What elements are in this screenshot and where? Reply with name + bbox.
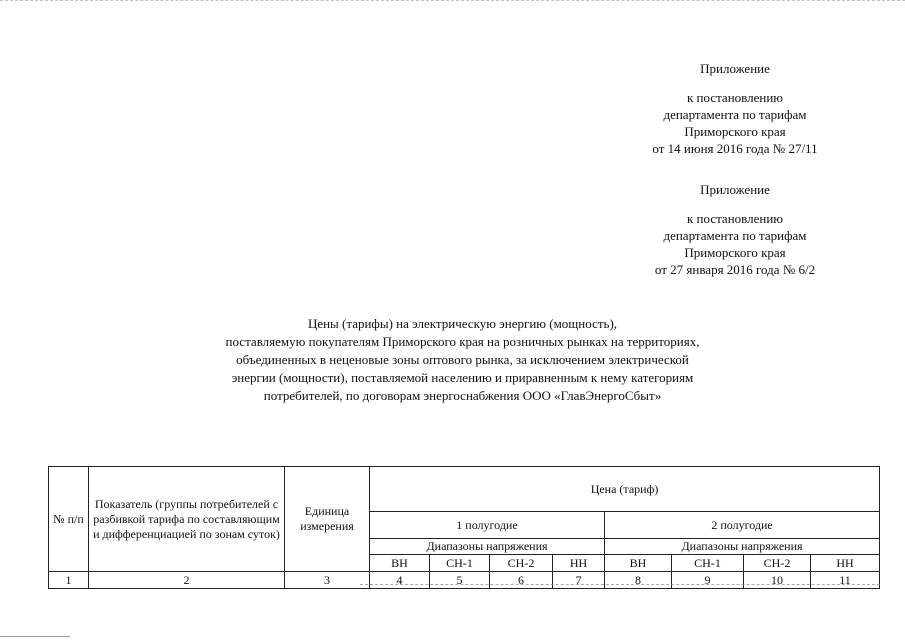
title-line: объединенных в неценовые зоны оптового рынка, за исключением электрической — [236, 352, 689, 367]
column-index: 4 — [370, 572, 430, 589]
voltage-sn1: СН-1 — [672, 555, 744, 572]
column-index: 10 — [744, 572, 811, 589]
title-line: энергии (мощности), поставляемой населению и приравненным к нему категориям — [231, 370, 694, 385]
column-index: 9 — [672, 572, 744, 589]
column-index: 8 — [605, 572, 672, 589]
column-index: 3 — [285, 572, 370, 589]
scan-edge-bottom — [0, 636, 70, 638]
column-index: 7 — [553, 572, 605, 589]
document-title — [140, 315, 785, 405]
appendix-heading: Приложение — [700, 61, 770, 76]
title-line: Цены (тарифы) на электрическую энергию (мощность), — [307, 316, 618, 331]
column-index: 1 — [49, 572, 89, 589]
scan-edge-top — [0, 0, 905, 4]
voltage-sn2: СН-2 — [744, 555, 811, 572]
title-line: поставляемую покупателям Приморского края на розничных рынках на территориях, — [225, 334, 700, 349]
voltage-nn: НН — [811, 555, 880, 572]
header-indicator: Показатель (группы потребителей с разбивкой тарифа по составляющим и дифференциацией по зонам суток) — [89, 467, 285, 572]
appendix-original — [610, 181, 860, 278]
header-half-1: 1 полугодие — [370, 512, 605, 539]
appendix-date-number: от 14 июня 2016 года № 27/11 — [652, 141, 818, 156]
header-unit: Единица измерения — [285, 467, 370, 572]
appendix-current — [610, 60, 860, 157]
header-number: № п/п — [49, 467, 89, 572]
appendix-line: к постановлению — [686, 211, 784, 226]
appendix-line: департамента по тарифам — [663, 107, 807, 122]
tariff-table — [48, 466, 880, 589]
voltage-nn: НН — [553, 555, 605, 572]
appendix-line: Приморского края — [684, 124, 786, 139]
voltage-vn: ВН — [605, 555, 672, 572]
header-half-2: 2 полугодие — [605, 512, 880, 539]
scan-dashed-line — [360, 584, 880, 586]
header-voltage-ranges: Диапазоны напряжения — [605, 539, 880, 555]
voltage-sn1: СН-1 — [430, 555, 490, 572]
appendix-heading: Приложение — [700, 182, 770, 197]
appendix-date-number: от 27 января 2016 года № 6/2 — [654, 262, 816, 277]
voltage-sn2: СН-2 — [490, 555, 553, 572]
column-index: 2 — [89, 572, 285, 589]
title-line: потребителей, по договорам энергоснабжения ООО «ГлавЭнергоСбыт» — [263, 388, 662, 403]
appendix-line: Приморского края — [684, 245, 786, 260]
column-index: 6 — [490, 572, 553, 589]
appendix-line: департамента по тарифам — [663, 228, 807, 243]
voltage-vn: ВН — [370, 555, 430, 572]
header-voltage-ranges: Диапазоны напряжения — [370, 539, 605, 555]
column-index: 11 — [811, 572, 880, 589]
column-index: 5 — [430, 572, 490, 589]
header-price: Цена (тариф) — [370, 467, 880, 512]
appendix-line: к постановлению — [686, 90, 784, 105]
